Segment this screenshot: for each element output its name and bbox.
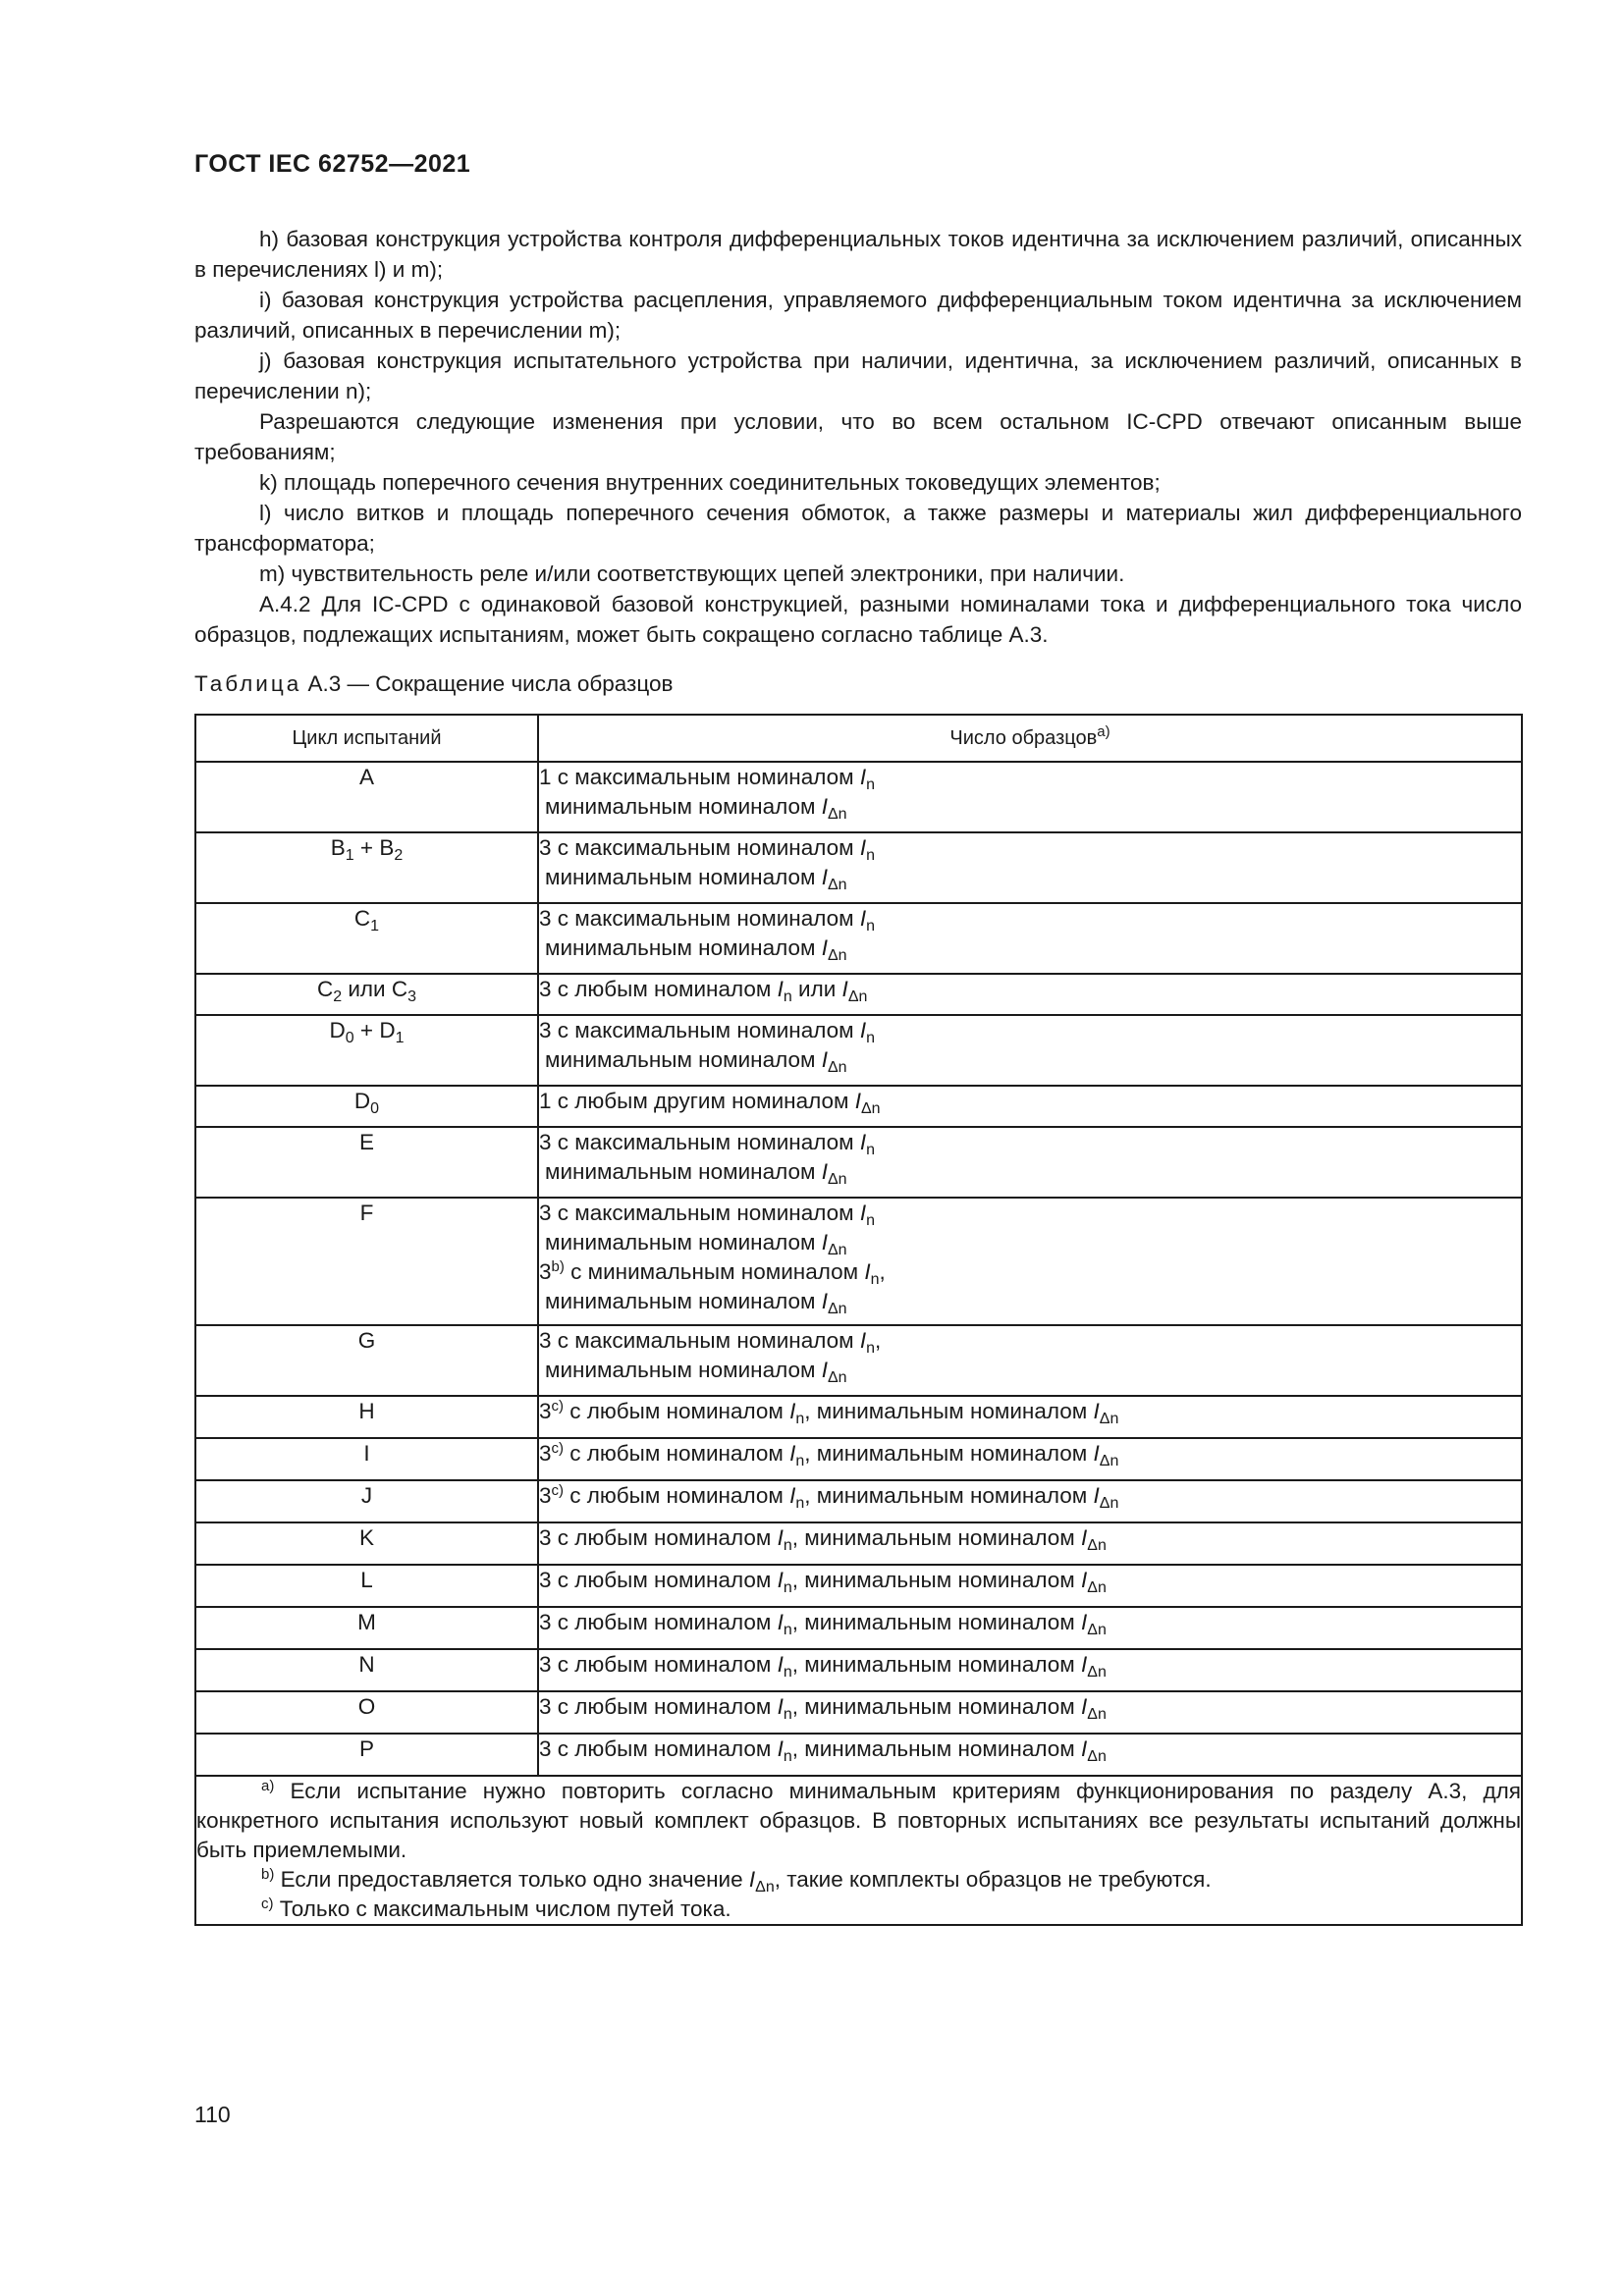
footnote-mark: а) bbox=[1097, 722, 1110, 740]
table-row bbox=[195, 1198, 1522, 1325]
cycle-cell: O bbox=[195, 1691, 538, 1734]
samples-cell: 3 с любым номиналом $I_n$, минимальным номиналом $I_{\Delta n}$ bbox=[538, 1691, 1522, 1734]
samples-cell: 3$^{c)}$ с любым номиналом $I_n$, минимальным номиналом $I_{\Delta n}$ bbox=[538, 1396, 1522, 1438]
table-notes bbox=[195, 1776, 1522, 1925]
samples-cell: 1 с любым другим номиналом $I_{\Delta n}$ bbox=[538, 1086, 1522, 1127]
cycle-cell: J bbox=[195, 1480, 538, 1522]
samples-table bbox=[194, 714, 1523, 1926]
table-row bbox=[195, 1565, 1522, 1607]
cycle-cell: A bbox=[195, 762, 538, 832]
samples-cell: 3$^{c)}$ с любым номиналом $I_n$, минимальным номиналом $I_{\Delta n}$ bbox=[538, 1438, 1522, 1480]
samples-cell: 3 с любым номиналом $I_n$, минимальным номиналом $I_{\Delta n}$ bbox=[538, 1734, 1522, 1776]
cycle-cell: F bbox=[195, 1198, 538, 1325]
cycle-cell: I bbox=[195, 1438, 538, 1480]
samples-cell: 3 с любым номиналом $I_n$, минимальным номиналом $I_{\Delta n}$ bbox=[538, 1565, 1522, 1607]
samples-cell: 3 с максимальным номиналом $I_n$, минимальным номиналом $I_{\Delta n}$ bbox=[538, 1325, 1522, 1396]
cycle-cell: $D_0 + D_1$ bbox=[195, 1015, 538, 1086]
table-row bbox=[195, 1522, 1522, 1565]
table-caption-label: Таблица bbox=[194, 671, 302, 696]
table-row bbox=[195, 832, 1522, 903]
samples-cell: 3 с максимальным номиналом $I_n$ минимальным номиналом $I_{\Delta n}$ bbox=[538, 832, 1522, 903]
table-row bbox=[195, 1607, 1522, 1649]
samples-cell: 3 с максимальным номиналом $I_n$ минимальным номиналом $I_{\Delta n}$ bbox=[538, 1127, 1522, 1198]
cycle-cell: $C_1$ bbox=[195, 903, 538, 974]
cycle-cell: $C_2$ или $C_3$ bbox=[195, 974, 538, 1015]
paragraph: i) базовая конструкция устройства расцепления, управляемого дифференциальным током идентична за исключением различий, описанных в перечислении m); bbox=[194, 288, 1522, 343]
table-row bbox=[195, 1691, 1522, 1734]
paragraph: l) число витков и площадь поперечного сечения обмоток, а также размеры и материалы жил дифференциального трансформатора; bbox=[194, 501, 1522, 556]
note-b: $^{b)}$ Если предоставляется только одно значение $I_{\Delta n}$, такие комплекты образцов не требуются. bbox=[261, 1866, 1212, 1896]
cycle-cell: L bbox=[195, 1565, 538, 1607]
table-row bbox=[195, 1396, 1522, 1438]
table-row bbox=[195, 903, 1522, 974]
cycle-cell: K bbox=[195, 1522, 538, 1565]
samples-cell: 3 с максимальным номиналом $I_n$ минимальным номиналом $I_{\Delta n}$ bbox=[538, 1015, 1522, 1086]
samples-cell: 3 с любым номиналом $I_n$, минимальным номиналом $I_{\Delta n}$ bbox=[538, 1607, 1522, 1649]
note-a: $^{а)}$ Если испытание нужно повторить согласно минимальным критериям функционирования по разделу А.3, для конкретного испытания используют новый комплект образцов. В повторных испытаниях все результаты испытаний должны быть приемлемыми. bbox=[196, 1778, 1521, 1862]
table-caption-text: А.3 — Сокращение числа образцов bbox=[307, 671, 674, 696]
samples-cell: 3 с любым номиналом $I_n$, минимальным номиналом $I_{\Delta n}$ bbox=[538, 1522, 1522, 1565]
document-header: ГОСТ IEC 62752—2021 bbox=[194, 150, 471, 178]
cycle-cell: P bbox=[195, 1734, 538, 1776]
samples-cell: 3 с любым номиналом $I_n$, минимальным номиналом $I_{\Delta n}$ bbox=[538, 1649, 1522, 1691]
paragraph: m) чувствительность реле и/или соответствующих цепей электроники, при наличии. bbox=[259, 561, 1125, 586]
table-row bbox=[195, 1015, 1522, 1086]
paragraph: k) площадь поперечного сечения внутренних соединительных токоведущих элементов; bbox=[259, 470, 1161, 495]
cycle-cell: E bbox=[195, 1127, 538, 1198]
table-header-row bbox=[195, 715, 1522, 762]
table-notes-row bbox=[195, 1776, 1522, 1925]
cycle-cell: G bbox=[195, 1325, 538, 1396]
cycle-cell: N bbox=[195, 1649, 538, 1691]
table-row bbox=[195, 762, 1522, 832]
cycle-cell: $D_0$ bbox=[195, 1086, 538, 1127]
column-header-samples: Число образцов$^{а)}$ bbox=[538, 715, 1522, 762]
samples-cell: 3$^{c)}$ с любым номиналом $I_n$, минимальным номиналом $I_{\Delta n}$ bbox=[538, 1480, 1522, 1522]
paragraph: j) базовая конструкция испытательного устройства при наличии, идентична, за исключением различий, описанных в перечислении n); bbox=[194, 348, 1522, 403]
table-row bbox=[195, 1649, 1522, 1691]
paragraph: А.4.2 Для IC-CPD с одинаковой базовой конструкцией, разными номиналами тока и дифференциального тока число образцов, подлежащих испытаниям, может быть сокращено согласно таблице А.3. bbox=[194, 592, 1522, 647]
table-row bbox=[195, 1734, 1522, 1776]
samples-cell: 3 с максимальным номиналом $I_n$ минимальным номиналом $I_{\Delta n}$ 3$^{b)}$ с минимальным номиналом $I_n$, минимальным номиналом $I_{\Delta n}$ bbox=[538, 1198, 1522, 1325]
cycle-cell: H bbox=[195, 1396, 538, 1438]
body-text bbox=[194, 224, 1522, 650]
table-row bbox=[195, 974, 1522, 1015]
samples-cell: 3 с максимальным номиналом $I_n$ минимальным номиналом $I_{\Delta n}$ bbox=[538, 903, 1522, 974]
paragraph: h) базовая конструкция устройства контроля дифференциальных токов идентична за исключением различий, описанных в перечислениях l) и m); bbox=[194, 227, 1522, 282]
table-caption bbox=[194, 669, 673, 699]
samples-cell: 1 с максимальным номиналом $I_n$ минимальным номиналом $I_{\Delta n}$ bbox=[538, 762, 1522, 832]
column-header-cycle: Цикл испытаний bbox=[195, 715, 538, 762]
cycle-cell: M bbox=[195, 1607, 538, 1649]
page-number: 110 bbox=[194, 2102, 231, 2127]
paragraph: Разрешаются следующие изменения при условии, что во всем остальном IC-CPD отвечают описанным выше требованиям; bbox=[194, 409, 1522, 464]
table-row bbox=[195, 1086, 1522, 1127]
cycle-cell: $B_1 + B_2$ bbox=[195, 832, 538, 903]
table-row bbox=[195, 1480, 1522, 1522]
samples-cell: 3 с любым номиналом $I_n$ или $I_{\Delta n}$ bbox=[538, 974, 1522, 1015]
table-row bbox=[195, 1438, 1522, 1480]
note-c: $^{c)}$ Только с максимальным числом путей тока. bbox=[261, 1896, 731, 1921]
table-row bbox=[195, 1325, 1522, 1396]
table-row bbox=[195, 1127, 1522, 1198]
